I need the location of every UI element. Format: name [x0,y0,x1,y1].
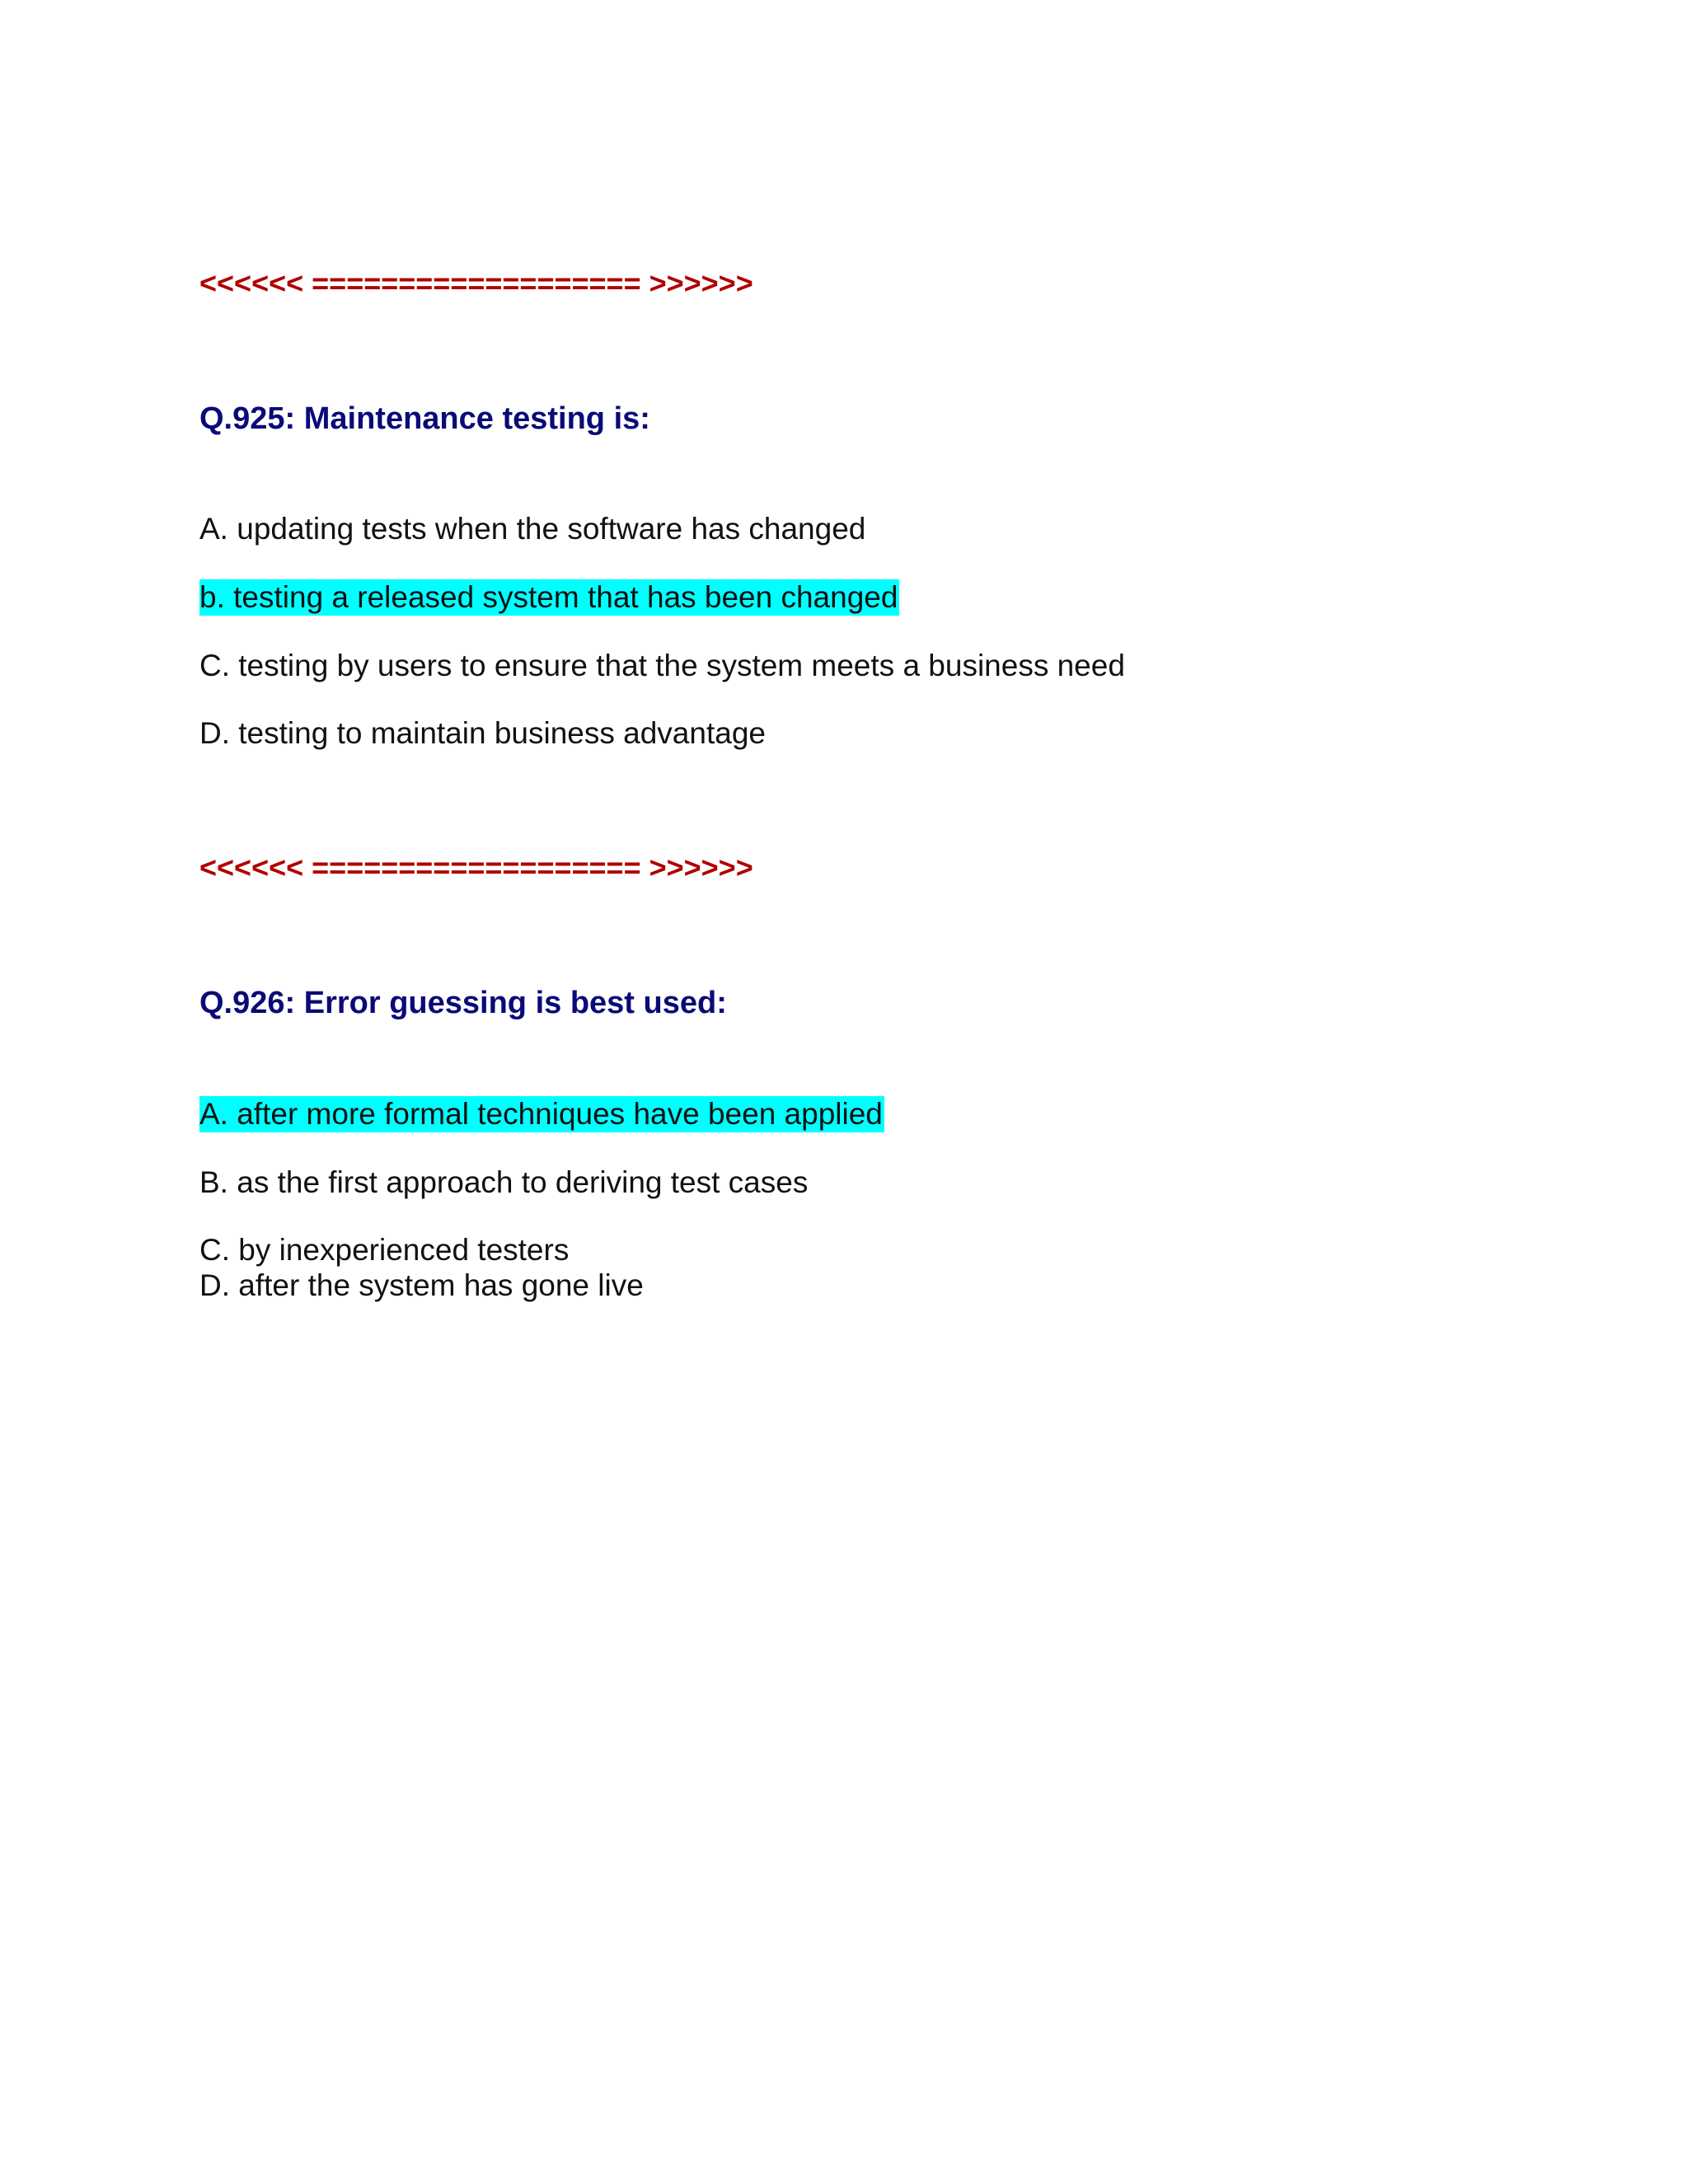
section-divider: <<<<<< =================== >>>>>> [199,266,753,300]
answer-option-d: D. after the system has gone live [199,1268,644,1302]
answer-option-b-highlighted: b. testing a released system that has been changed [199,580,898,614]
answer-option-c: C. by inexperienced testers [199,1233,570,1267]
section-divider: <<<<<< =================== >>>>>> [199,851,753,884]
answer-option-a-highlighted: A. after more formal techniques have been applied [199,1097,883,1131]
question-title: Q.925: Maintenance testing is: [199,401,650,436]
question-title: Q.926: Error guessing is best used: [199,986,727,1020]
answer-option-d: D. testing to maintain business advantage [199,716,766,750]
answer-option-a: A. updating tests when the software has changed [199,512,866,546]
answer-option-b: B. as the first approach to deriving test cases [199,1165,809,1199]
answer-option-c: C. testing by users to ensure that the system meets a business need [199,649,1125,682]
